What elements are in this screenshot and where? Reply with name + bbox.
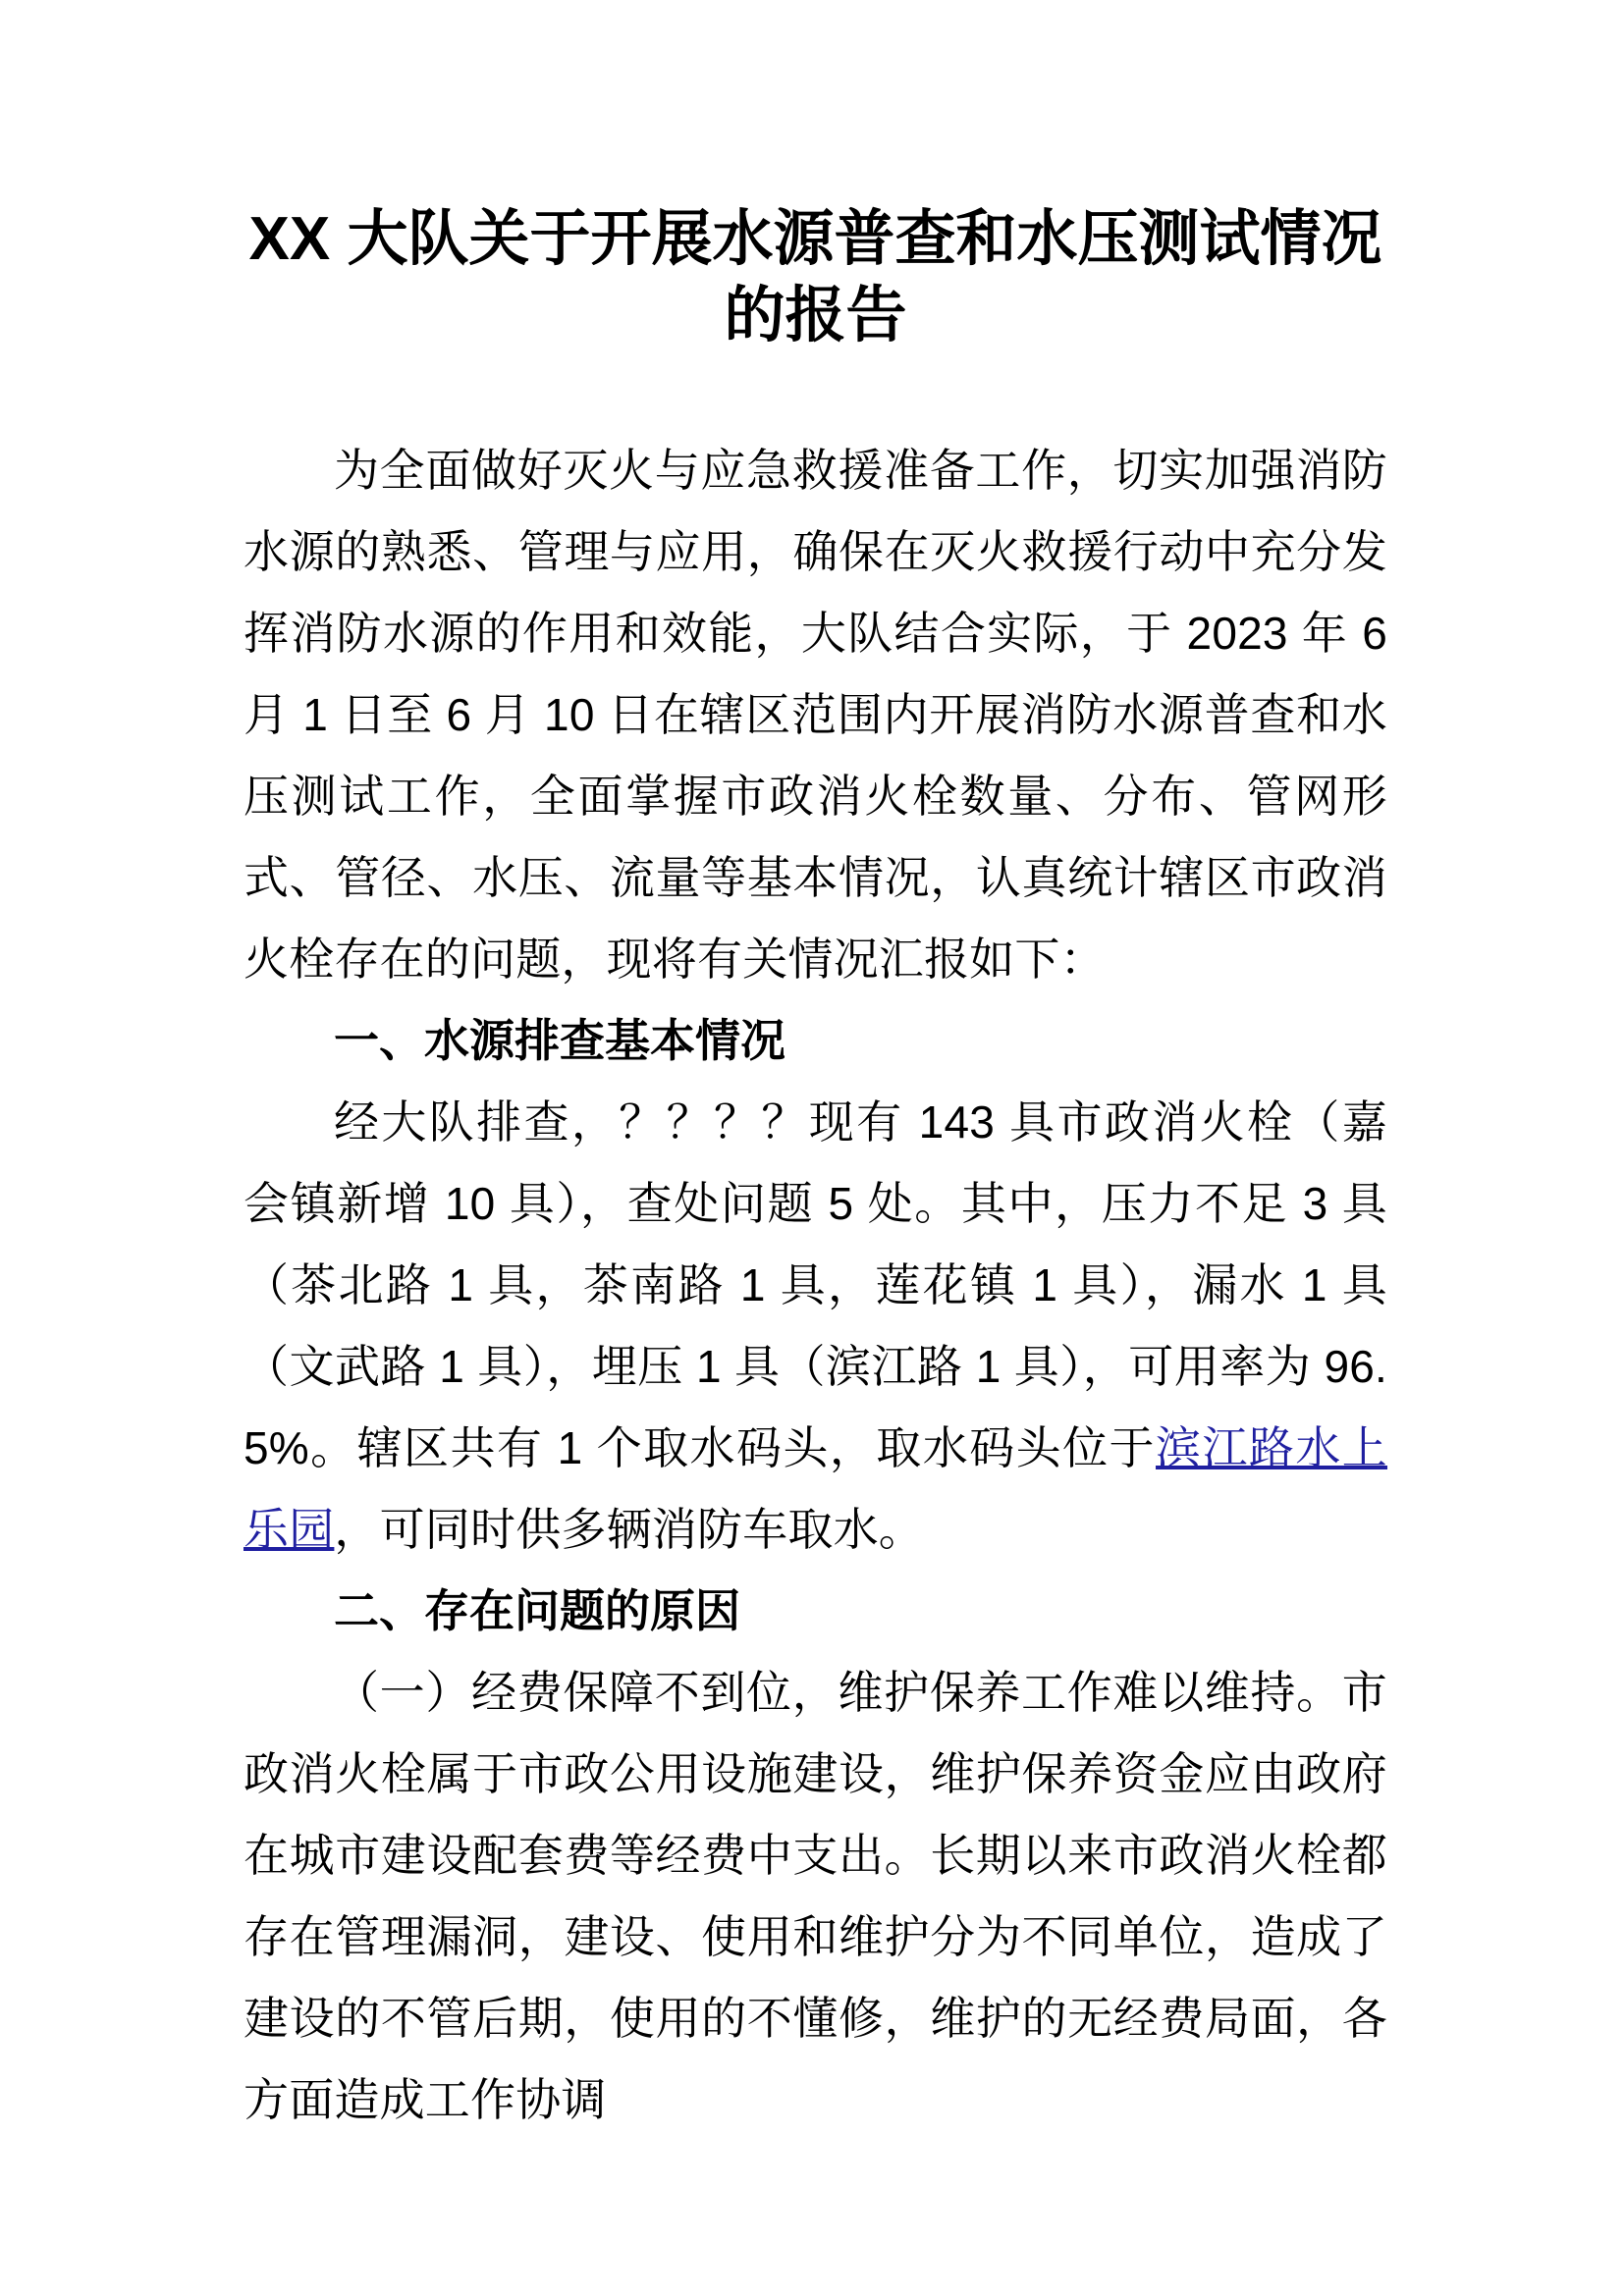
document-body (244, 430, 1387, 2141)
paragraph-section-two-item-one: （一）经费保障不到位，维护保养工作难以维持。市政消火栓属于市政公用设施建设，维护保养资金应由政府在城市建设配套费等经费中支出。长期以来市政消火栓都存在管理漏洞，建设、使用和维护分为不同单位，造成了建设的不管后期，使用的不懂修，维护的无经费局面，各方面造成工作协调 (244, 1667, 1387, 2125)
paragraph-text-before-link: 经大队排查，？？？？现有 143 具市政消火栓（嘉会镇新增 10 具），查处问题 5 处。其中，压力不足 3 具（茶北路 1 具，茶南路 1 具，莲花镇 1 具），漏水 1 具（文武路 1 具），埋压 1 具（滨江路 1 具），可用率为 96.5%。辖区共有 1 个取水码头，取水码头位于 (244, 1096, 1387, 1473)
water-park-hyperlink[interactable]: 滨江路水上乐园 (244, 1422, 1388, 1555)
paragraph-section-one-body (244, 1082, 1387, 1571)
page-title: XX 大队关于开展水源普查和水压测试情况的报告 (248, 205, 1382, 349)
section-heading-one: 一、水源排查基本情况 (334, 1015, 785, 1066)
document-content (244, 0, 1387, 2141)
paragraph-text-after-link: ，可同时供多辆消防车取水。 (334, 1504, 925, 1555)
paragraph-intro: 为全面做好灭火与应急救援准备工作，切实加强消防水源的熟悉、管理与应用，确保在灭火救援行动中充分发挥消防水源的作用和效能，大队结合实际，于 2023 年 6 月 1 日至 6 月 10 日在辖区范围内开展消防水源普查和水压测试工作，全面掌握市政消火栓数量、分布、管网形式、管径、水压、流量等基本情况，认真统计辖区市政消火栓存在的问题，现将有关情况汇报如下： (244, 445, 1387, 985)
section-heading-two: 二、存在问题的原因 (334, 1585, 740, 1636)
